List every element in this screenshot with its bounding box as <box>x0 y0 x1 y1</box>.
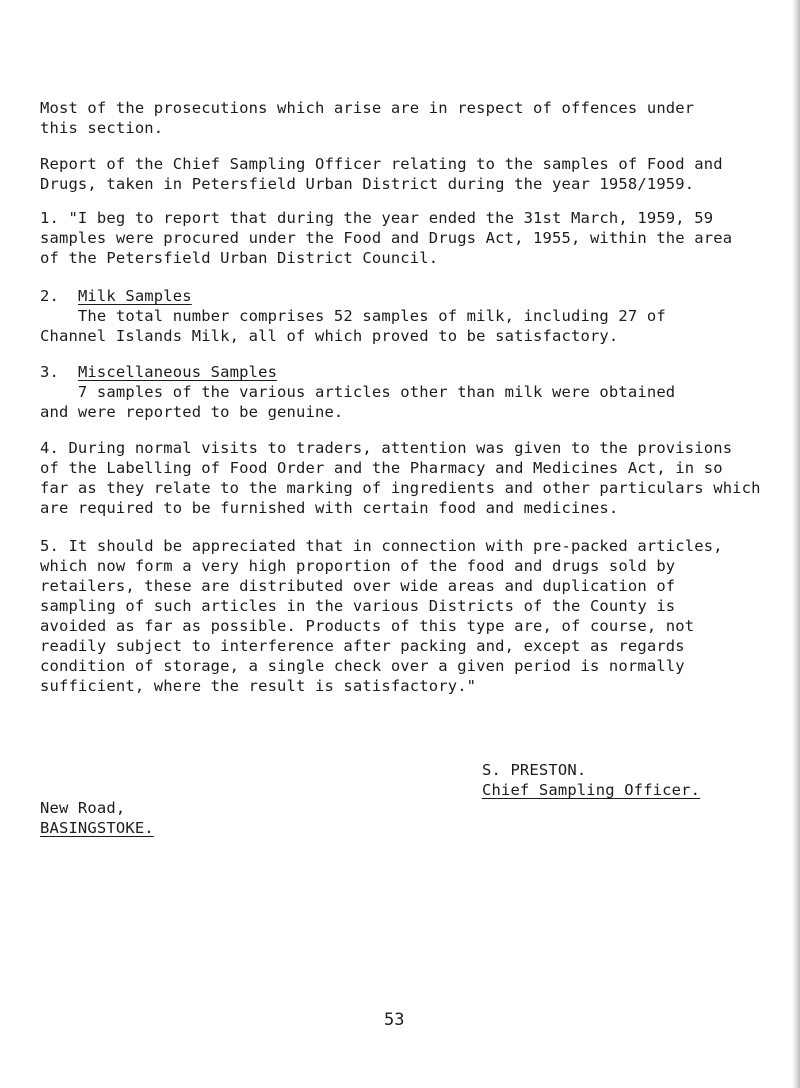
section-2-number: 2. <box>40 287 59 305</box>
section-3-number: 3. <box>40 363 59 381</box>
section-3-title: Miscellaneous Samples <box>77 363 278 381</box>
paragraph-5-line: avoided as far as possible. Products of this type are, of course, not <box>40 617 695 635</box>
paragraph-1-line: samples were procured under the Food and Drugs Act, 1955, within the area <box>40 229 733 247</box>
paragraph-5-line: 5. It should be appreciated that in connection with pre-packed articles, <box>40 537 723 555</box>
address-town: BASINGSTOKE. <box>40 819 154 837</box>
section-2-title: Milk Samples <box>77 287 192 305</box>
page-edge-shadow <box>792 0 800 1088</box>
page-number: 53 <box>384 1010 405 1030</box>
paragraph-5-line: sampling of such articles in the various Districts of the County is <box>40 597 676 615</box>
paragraph-4-line: are required to be furnished with certain food and medicines. <box>40 499 619 517</box>
paragraph-4-line: of the Labelling of Food Order and the Pharmacy and Medicines Act, in so <box>40 459 723 477</box>
signature-name: S. PRESTON. <box>482 761 587 779</box>
paragraph-5-line: sufficient, where the result is satisfactory." <box>40 677 477 695</box>
paragraph-5-line: readily subject to interference after packing and, except as regards <box>40 637 685 655</box>
report-heading-line: Drugs, taken in Petersfield Urban District during the year 1958/1959. <box>40 175 695 193</box>
paragraph-4-line: far as they relate to the marking of ingredients and other particulars which <box>40 479 761 497</box>
signature-title: Chief Sampling Officer. <box>482 781 701 799</box>
address-road: New Road, <box>40 799 126 817</box>
report-heading-line: Report of the Chief Sampling Officer relating to the samples of Food and <box>40 155 723 173</box>
paragraph-4-line: 4. During normal visits to traders, attention was given to the provisions <box>40 439 733 457</box>
section-2-line: The total number comprises 52 samples of milk, including 27 of <box>40 307 666 325</box>
paragraph-1-line: of the Petersfield Urban District Council. <box>40 249 439 267</box>
paragraph-5-line: retailers, these are distributed over wide areas and duplication of <box>40 577 676 595</box>
section-2-heading <box>40 286 192 306</box>
section-3-line: and were reported to be genuine. <box>40 403 344 421</box>
section-3-heading <box>40 362 277 382</box>
paragraph-5-line: which now form a very high proportion of the food and drugs sold by <box>40 557 676 575</box>
section-3-line: 7 samples of the various articles other than milk were obtained <box>40 383 676 401</box>
intro-line: Most of the prosecutions which arise are in respect of offences under <box>40 99 695 117</box>
section-2-line: Channel Islands Milk, all of which proved to be satisfactory. <box>40 327 619 345</box>
paragraph-5-line: condition of storage, a single check over a given period is normally <box>40 657 685 675</box>
paragraph-1-line: 1. "I beg to report that during the year ended the 31st March, 1959, 59 <box>40 209 714 227</box>
intro-line: this section. <box>40 119 164 137</box>
